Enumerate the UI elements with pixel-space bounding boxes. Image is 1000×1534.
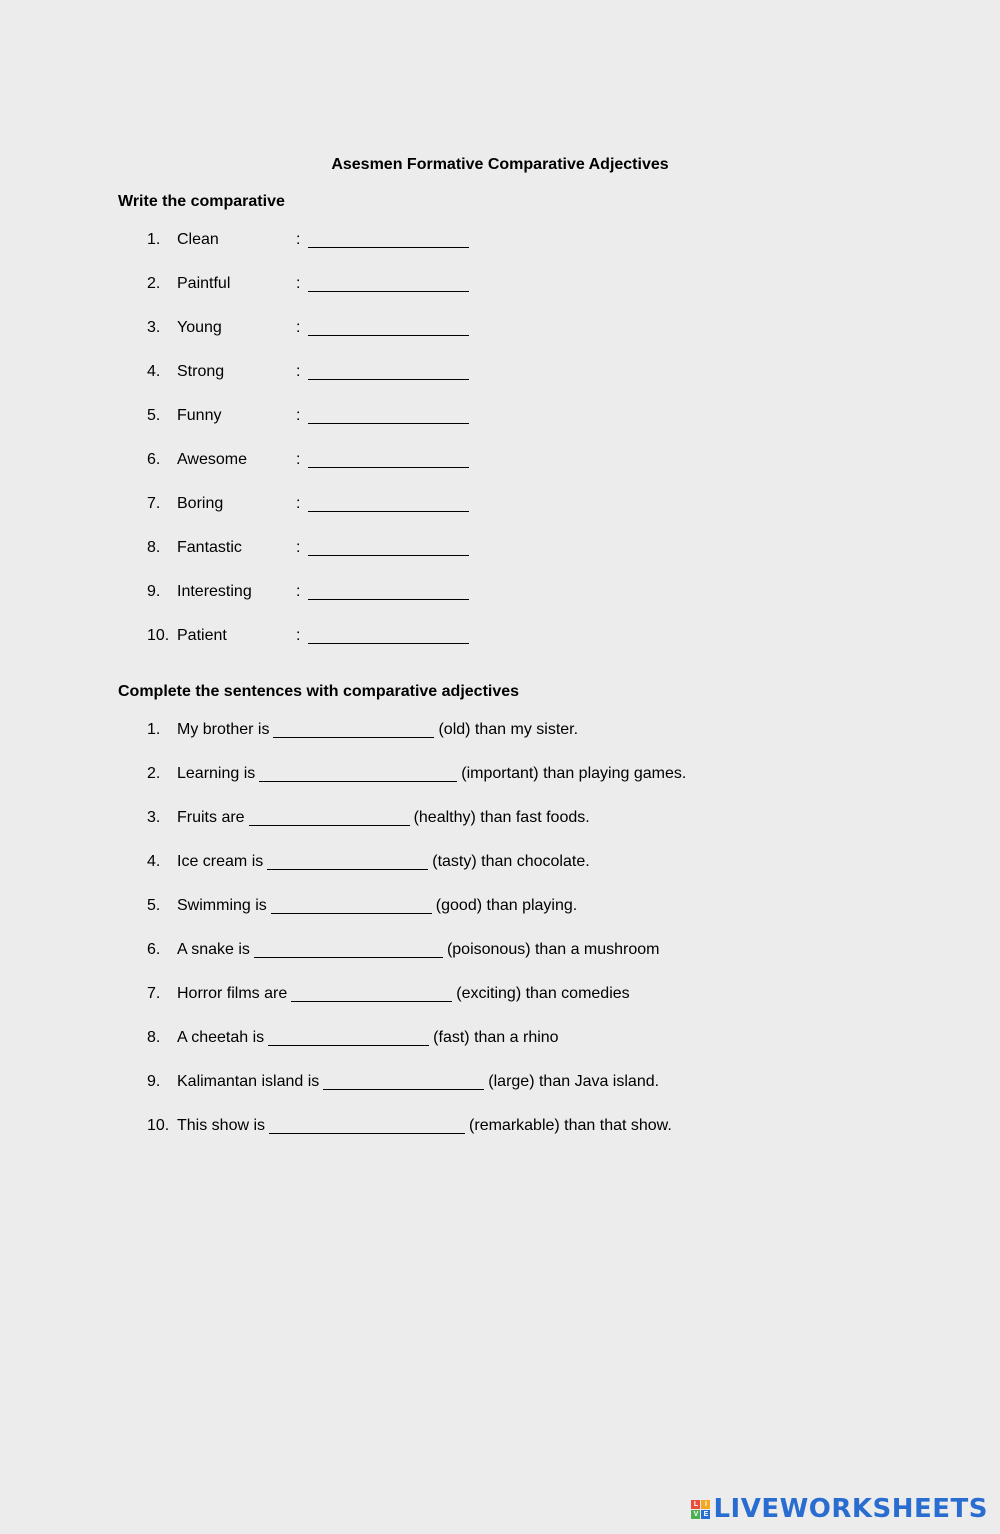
sentence-end: (poisonous) than a mushroom — [446, 941, 660, 958]
sentence-start: This show is — [177, 1117, 266, 1134]
item-word: Clean — [177, 231, 219, 248]
item-number: 6. — [147, 451, 161, 468]
item-separator: : — [296, 539, 301, 556]
list-item — [147, 450, 473, 494]
item-number: 2. — [147, 275, 161, 292]
sentence-start: Kalimantan island is — [177, 1073, 320, 1090]
answer-blank[interactable] — [249, 808, 410, 826]
sentence-end: (remarkable) than that show. — [469, 1117, 672, 1134]
item-number: 4. — [147, 363, 161, 380]
list-item — [147, 626, 473, 670]
list-item — [147, 494, 473, 538]
item-number: 8. — [147, 539, 161, 556]
item-number: 4. — [147, 853, 161, 870]
list-item — [147, 1028, 686, 1072]
item-number: 5. — [147, 897, 161, 914]
item-word: Boring — [177, 495, 224, 512]
item-number: 9. — [147, 1073, 161, 1090]
answer-blank[interactable] — [323, 1072, 484, 1090]
sentence-end: (fast) than a rhino — [433, 1029, 559, 1046]
item-number: 9. — [147, 583, 161, 600]
item-number: 7. — [147, 495, 161, 512]
item-separator: : — [296, 583, 301, 600]
item-separator: : — [296, 451, 301, 468]
item-word: Strong — [177, 363, 225, 380]
answer-blank[interactable] — [268, 1028, 429, 1046]
logo-block: E — [701, 1510, 710, 1519]
item-number: 1. — [147, 231, 161, 248]
answer-blank[interactable] — [308, 538, 469, 556]
sentence-start: Swimming is — [177, 897, 267, 914]
item-separator: : — [296, 275, 301, 292]
list-item — [147, 808, 686, 852]
answer-blank[interactable] — [308, 450, 469, 468]
worksheet-title: Asesmen Formative Comparative Adjectives — [331, 156, 669, 173]
section-heading-write: Write the comparative — [118, 193, 285, 210]
list-item — [147, 318, 473, 362]
sentence-end: (exciting) than comedies — [456, 985, 630, 1002]
item-number: 3. — [147, 809, 161, 826]
item-number: 10. — [147, 1117, 170, 1134]
comparative-word-list — [147, 230, 473, 670]
item-number: 7. — [147, 985, 161, 1002]
answer-blank[interactable] — [308, 494, 469, 512]
list-item — [147, 362, 473, 406]
item-number: 1. — [147, 721, 161, 738]
answer-blank[interactable] — [308, 582, 469, 600]
list-item — [147, 764, 686, 808]
item-separator: : — [296, 363, 301, 380]
list-item — [147, 720, 686, 764]
sentence-end: (old) than my sister. — [438, 721, 579, 738]
logo-block: L — [691, 1500, 700, 1509]
item-separator: : — [296, 495, 301, 512]
sentence-start: Learning is — [177, 765, 256, 782]
sentence-start: Horror films are — [177, 985, 288, 1002]
item-separator: : — [296, 627, 301, 644]
list-item — [147, 940, 686, 984]
item-word: Interesting — [177, 583, 252, 600]
list-item — [147, 230, 473, 274]
item-number: 6. — [147, 941, 161, 958]
answer-blank[interactable] — [308, 626, 469, 644]
item-word: Awesome — [177, 451, 247, 468]
list-item — [147, 852, 686, 896]
answer-blank[interactable] — [267, 852, 428, 870]
sentence-start: A cheetah is — [177, 1029, 265, 1046]
sentence-start: My brother is — [177, 721, 270, 738]
item-number: 3. — [147, 319, 161, 336]
item-word: Young — [177, 319, 222, 336]
item-number: 5. — [147, 407, 161, 424]
item-separator: : — [296, 407, 301, 424]
list-item — [147, 274, 473, 318]
answer-blank[interactable] — [273, 720, 434, 738]
item-separator: : — [296, 319, 301, 336]
liveworksheets-logo — [691, 1494, 988, 1524]
item-separator: : — [296, 231, 301, 248]
item-word: Funny — [177, 407, 222, 424]
answer-blank[interactable] — [259, 764, 457, 782]
answer-blank[interactable] — [291, 984, 452, 1002]
answer-blank[interactable] — [308, 230, 469, 248]
sentence-start: A snake is — [177, 941, 250, 958]
item-number: 2. — [147, 765, 161, 782]
answer-blank[interactable] — [308, 362, 469, 380]
list-item — [147, 538, 473, 582]
list-item — [147, 1072, 686, 1116]
answer-blank[interactable] — [254, 940, 443, 958]
logo-block: I — [701, 1500, 710, 1509]
sentence-end: (tasty) than chocolate. — [432, 853, 590, 870]
list-item — [147, 896, 686, 940]
sentence-end: (good) than playing. — [435, 897, 578, 914]
list-item — [147, 984, 686, 1028]
sentence-end: (healthy) than fast foods. — [413, 809, 590, 826]
list-item — [147, 582, 473, 626]
logo-text: LIVEWORKSHEETS — [713, 1494, 988, 1524]
list-item — [147, 1116, 686, 1160]
sentence-list — [147, 720, 686, 1160]
section-heading-complete: Complete the sentences with comparative adjectives — [118, 683, 520, 700]
sentence-start: Ice cream is — [177, 853, 264, 870]
item-word: Paintful — [177, 275, 231, 292]
sentence-start: Fruits are — [177, 809, 245, 826]
sentence-end: (important) than playing games. — [461, 765, 687, 782]
item-number: 8. — [147, 1029, 161, 1046]
item-word: Fantastic — [177, 539, 242, 556]
logo-block: V — [691, 1510, 700, 1519]
item-word: Patient — [177, 627, 227, 644]
logo-mark-icon — [691, 1500, 710, 1519]
answer-blank[interactable] — [271, 896, 432, 914]
answer-blank[interactable] — [308, 318, 469, 336]
item-number: 10. — [147, 627, 170, 644]
sentence-end: (large) than Java island. — [488, 1073, 660, 1090]
answer-blank[interactable] — [269, 1116, 465, 1134]
answer-blank[interactable] — [308, 406, 469, 424]
list-item — [147, 406, 473, 450]
answer-blank[interactable] — [308, 274, 469, 292]
